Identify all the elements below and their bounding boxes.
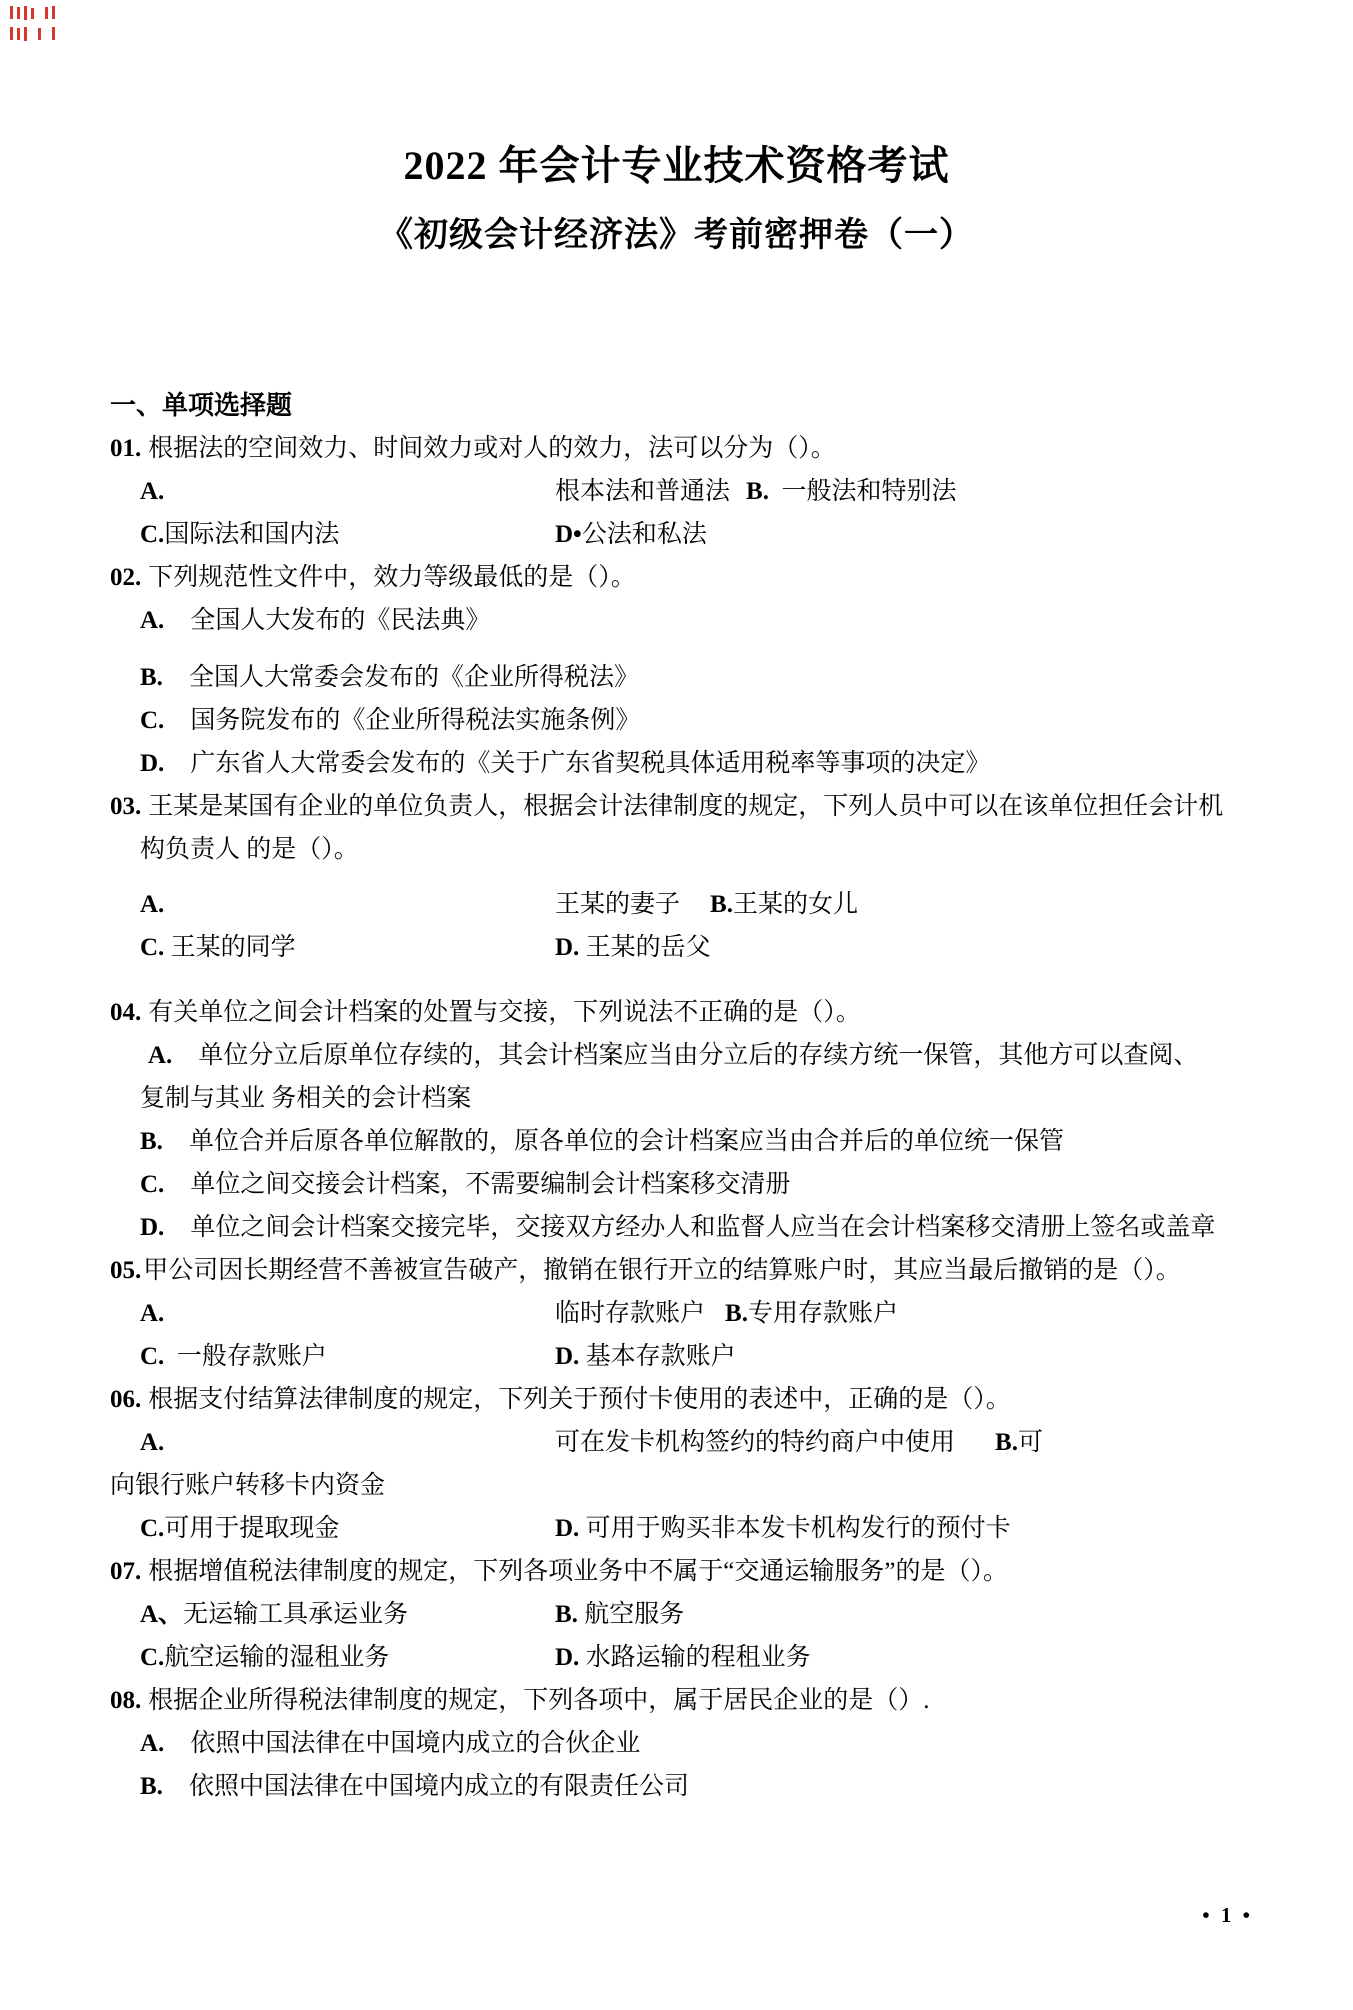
question-08-stem — [110, 1679, 1243, 1722]
question-07-stem — [110, 1550, 1243, 1593]
option-letter-d: D. — [140, 1214, 165, 1241]
option-a-text: 全国人大发布的《民法典》 — [190, 607, 491, 634]
option-letter-a: A. — [140, 1300, 165, 1327]
option-letter-b: B. — [746, 478, 769, 505]
section-heading: 一、单项选择题 — [110, 391, 293, 420]
question-07-number: 07. — [110, 1558, 142, 1585]
question-05-option-row-1 — [110, 1292, 1243, 1335]
question-06-option-row-2 — [110, 1507, 1243, 1550]
option-b-text: 单位合并后原各单位解散的，原各单位的会计档案应当由合并后的单位统一保管 — [188, 1128, 1064, 1155]
option-d-text: 广东省人大常委会发布的《关于广东省契税具体适用税率等事项的决定》 — [190, 750, 991, 777]
option-d-text: 单位之间会计档案交接完毕，交接双方经办人和监督人应当在会计档案移交清册上签名或盖章 — [190, 1214, 1216, 1241]
option-letter-d: D. — [555, 1343, 580, 1370]
option-a-text: 可在发卡机构签约的特约商户中使用 — [555, 1429, 956, 1456]
option-b-text: 王某的女儿 — [732, 891, 858, 918]
question-01-option-row-2 — [110, 513, 1243, 556]
question-04-option-d — [110, 1206, 1243, 1249]
option-a-text-cont: 复制与其业 务相关的会计档案 — [140, 1085, 472, 1112]
question-06-option-row-1 — [110, 1421, 1243, 1464]
question-08-number: 08. — [110, 1687, 142, 1714]
option-letter-a: A. — [148, 1042, 173, 1069]
option-a-text: 依照中国法律在中国境内成立的合伙企业 — [190, 1730, 641, 1757]
option-letter-d: D. — [555, 1515, 580, 1542]
option-c-text: 航空运输的湿租业务 — [164, 1644, 390, 1671]
question-08-option-a — [110, 1722, 1243, 1765]
question-06-option-b-continuation — [110, 1464, 1243, 1507]
option-letter-a: A、 — [140, 1601, 184, 1628]
question-04-option-a — [110, 1034, 1243, 1077]
question-06-text: 根据支付结算法律制度的规定，下列关于预付卡使用的表述中，正确的是（）。 — [148, 1386, 1011, 1413]
option-d-text: 基本存款账户 — [579, 1343, 736, 1370]
option-letter-b: B. — [555, 1601, 578, 1628]
option-c-text: 国际法和国内法 — [164, 521, 340, 548]
question-03-stem-line-1 — [110, 785, 1243, 828]
exam-body — [110, 384, 1243, 1808]
option-letter-c: C. — [140, 934, 165, 961]
option-b-text: 航空服务 — [577, 1601, 685, 1628]
option-letter-a: A. — [140, 478, 165, 505]
option-letter-c: C. — [140, 521, 165, 548]
question-01-text: 根据法的空间效力、时间效力或对人的效力，法可以分为（）。 — [148, 435, 836, 462]
question-03-option-row-2 — [110, 926, 1243, 969]
question-04-text: 有关单位之间会计档案的处置与交接，下列说法不正确的是（）。 — [148, 999, 861, 1026]
question-02-option-b — [110, 656, 1243, 699]
question-05-option-row-2 — [110, 1335, 1243, 1378]
question-05-number: 05. — [110, 1257, 142, 1284]
question-01-option-row-1 — [110, 470, 1243, 513]
question-02-option-c — [110, 699, 1243, 742]
question-02-option-a — [110, 599, 1243, 642]
question-06-stem — [110, 1378, 1243, 1421]
option-c-text: 国务院发布的《企业所得税法实施条例》 — [190, 707, 641, 734]
question-01-number: 01. — [110, 435, 142, 462]
question-04-option-c — [110, 1163, 1243, 1206]
option-letter-b: B. — [710, 891, 733, 918]
question-02-text: 下列规范性文件中，效力等级最低的是（）。 — [148, 564, 636, 591]
question-05-stem — [110, 1249, 1243, 1292]
option-letter-c: C. — [140, 1644, 165, 1671]
question-03-text: 王某是某国有企业的单位负责人，根据会计法律制度的规定，下列人员中可以在该单位担任会计机 — [148, 793, 1224, 820]
option-d-text: 王某的岳父 — [579, 934, 711, 961]
option-letter-d: D. — [555, 1644, 580, 1671]
question-03-text-cont: 构负责人 的是（）。 — [140, 836, 359, 863]
question-06-number: 06. — [110, 1386, 142, 1413]
option-c-text: 一般存款账户 — [164, 1343, 327, 1370]
page-subtitle: 《初级会计经济法》考前密押卷（一） — [379, 217, 974, 254]
option-letter-b: B. — [140, 1128, 163, 1155]
option-b-text-cont: 向银行账户转移卡内资金 — [110, 1472, 386, 1499]
option-letter-a: A. — [140, 607, 165, 634]
question-04-option-a-continuation — [110, 1077, 1243, 1120]
option-a-text: 王某的妻子 — [555, 891, 681, 918]
question-02-option-d — [110, 742, 1243, 785]
option-d-text: 可用于购买非本发卡机构发行的预付卡 — [579, 1515, 1011, 1542]
option-b-text: 依照中国法律在中国境内成立的有限责任公司 — [188, 1773, 689, 1800]
question-07-option-row-2 — [110, 1636, 1243, 1679]
option-b-text: 可 — [1017, 1429, 1043, 1456]
question-04-option-b — [110, 1120, 1243, 1163]
question-04-number: 04. — [110, 999, 142, 1026]
option-letter-a: A. — [140, 891, 165, 918]
option-a-text: 无运输工具承运业务 — [183, 1601, 409, 1628]
option-letter-c: C. — [140, 1171, 165, 1198]
question-08-option-b — [110, 1765, 1243, 1808]
option-letter-a: A. — [140, 1429, 165, 1456]
option-c-text: 单位之间交接会计档案，不需要编制会计档案移交清册 — [190, 1171, 791, 1198]
question-05-text: 甲公司因长期经营不善被宣告破产，撤销在银行开立的结算账户时，其应当最后撤销的是（）。 — [143, 1257, 1181, 1284]
option-letter-b: B. — [140, 1773, 163, 1800]
option-letter-c: C. — [140, 707, 165, 734]
question-07-text: 根据增值税法律制度的规定，下列各项业务中不属于“交通运输服务”的是（）。 — [148, 1558, 1008, 1585]
question-04-stem — [110, 991, 1243, 1034]
question-03-option-row-1 — [110, 883, 1243, 926]
option-letter-d: D. — [140, 750, 165, 777]
option-a-text: 单位分立后原单位存续的，其会计档案应当由分立后的存续方统一保管，其他方可以查阅、 — [198, 1042, 1199, 1069]
page-title: 2022 年会计专业技术资格考试 — [403, 143, 950, 188]
option-d-text: 公法和私法 — [581, 521, 707, 548]
option-letter-b: B. — [995, 1429, 1018, 1456]
option-letter-c: C. — [140, 1515, 165, 1542]
question-08-text: 根据企业所得税法律制度的规定，下列各项中，属于居民企业的是（）. — [148, 1687, 930, 1714]
question-02-number: 02. — [110, 564, 142, 591]
option-b-text: 专用存款账户 — [747, 1300, 898, 1327]
question-02-stem — [110, 556, 1243, 599]
page-number: • 1 • — [1202, 1903, 1253, 1927]
option-a-text: 临时存款账户 — [555, 1300, 706, 1327]
option-letter-a: A. — [140, 1730, 165, 1757]
option-b-text: 全国人大常委会发布的《企业所得税法》 — [188, 664, 639, 691]
option-letter-b: B. — [725, 1300, 748, 1327]
question-01-stem — [110, 427, 1243, 470]
option-c-text: 王某的同学 — [164, 934, 296, 961]
option-letter-d: D• — [555, 521, 582, 548]
question-03-stem-line-2 — [110, 828, 1243, 871]
question-03-number: 03. — [110, 793, 142, 820]
question-07-option-row-1 — [110, 1593, 1243, 1636]
red-pen-marks — [10, 6, 62, 42]
option-d-text: 水路运输的程租业务 — [579, 1644, 811, 1671]
option-letter-b: B. — [140, 664, 163, 691]
option-letter-c: C. — [140, 1343, 165, 1370]
option-b-text: 一般法和特别法 — [768, 478, 957, 505]
option-letter-d: D. — [555, 934, 580, 961]
option-c-text: 可用于提取现金 — [164, 1515, 340, 1542]
option-a-text: 根本法和普通法 — [555, 478, 731, 505]
